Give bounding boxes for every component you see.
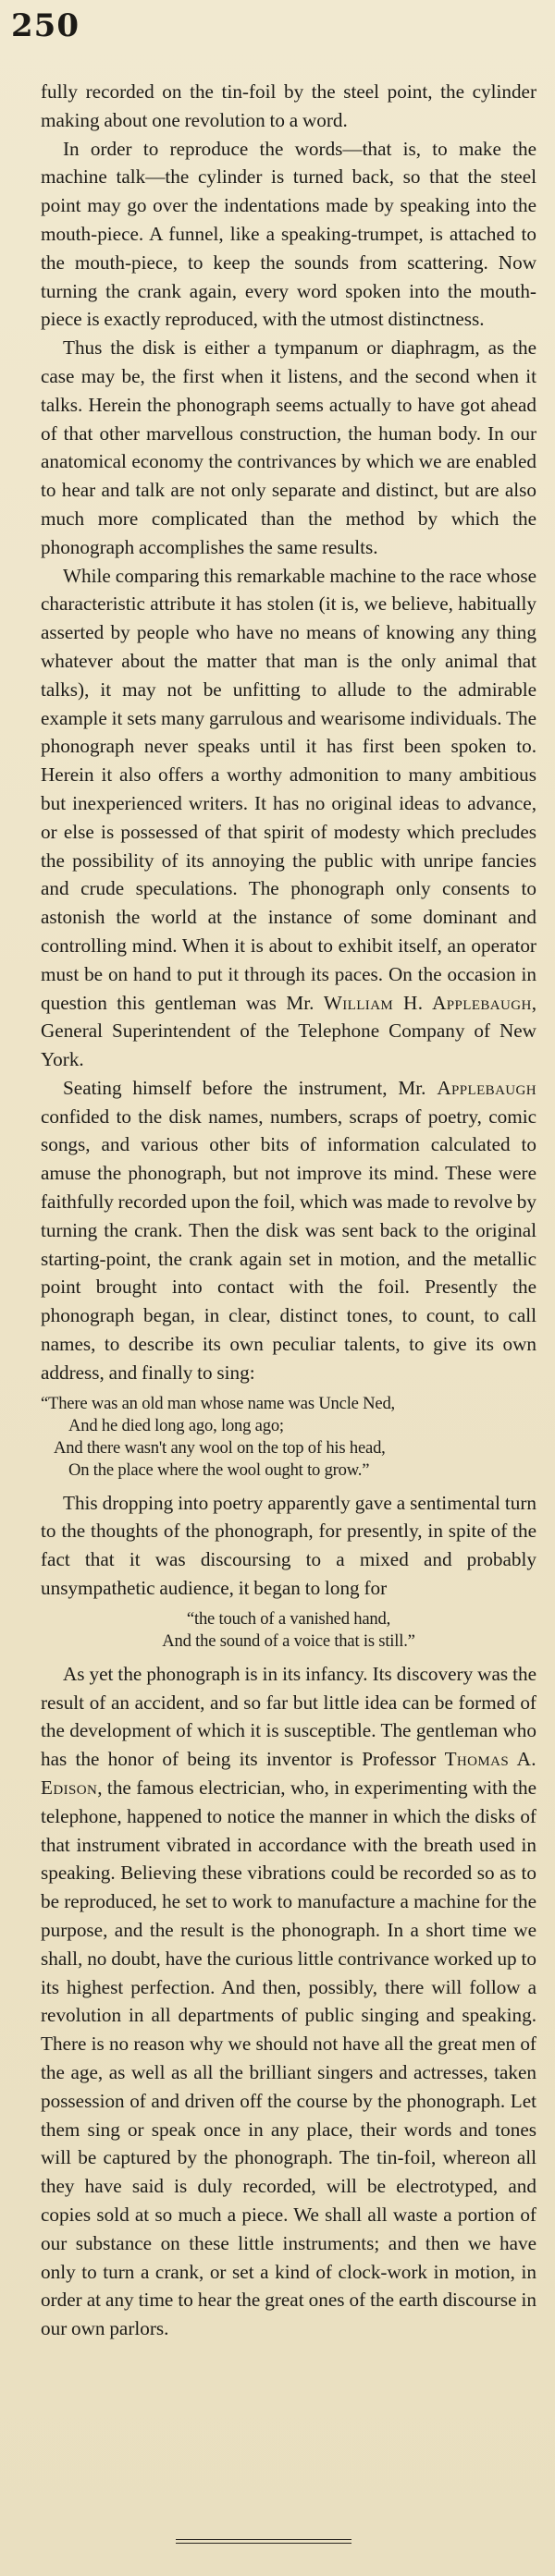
verse-line: And the sound of a voice that is still.” <box>162 1630 415 1651</box>
verse-line: “There was an old man whose name was Uncle Ned, <box>41 1393 395 1413</box>
operator-title: , General Superintendent of the Telephone Company of New York. <box>41 991 537 1071</box>
article-paragraph: fully recorded on the tin-foil by the steel point, the cylinder making about one revolution to a word. <box>41 80 536 131</box>
article-paragraph <box>41 562 536 1074</box>
page-number: 250 <box>11 7 80 44</box>
verse-line: And he died long ago, long ago; <box>68 1415 284 1435</box>
paragraph-text: confided to the disk names, numbers, scraps of poetry, comic songs, and various other bits of information calculated to amuse the phonograph, but not improve its mind. These were faithfully recorded upon the foil, which was made to revolve by turning the crank. Then the disk was sent back to the original starting-point, the crank again set in motion, and the metallic point brought into contact with the foil. Presently the phonograph began, in clear, distinct tones, to count, to call names, to describe its own peculiar talents, to give its own address, and finally to sing: <box>41 1105 536 1384</box>
inventor-name: Thomas A. Edison <box>41 1748 537 1800</box>
verse-line: “the touch of a vanished hand, <box>186 1608 391 1629</box>
rule-line <box>176 2539 352 2540</box>
article-paragraph <box>41 1660 536 2343</box>
verse-line: On the place where the wool ought to grow.” <box>68 1459 370 1480</box>
article-paragraph <box>41 1074 536 1387</box>
song-verse <box>41 1393 536 1482</box>
longing-verse <box>41 1608 536 1653</box>
end-rule <box>176 2539 352 2546</box>
rule-line <box>176 2543 352 2544</box>
article-paragraph: Thus the disk is either a tympanum or diaphragm, as the case may be, the first when it listens, and the second when it talks. Herein the phonograph seems actually to have got ahead of that other marvellous construction, the human body. In our anatomical economy the contrivances by which we are enabled to hear and talk are not only separate and distinct, but are also much more complicated than the method by which the phonograph accomplishes the same results. <box>41 336 536 558</box>
paragraph-text: As yet the phonograph is in its infancy. Its discovery was the result of an accident, and so far but little idea can be formed of the development of which it is susceptible. The gentleman who has the honor of being its inventor is Professor <box>41 1662 536 1771</box>
verse-line: And there wasn't any wool on the top of his head, <box>54 1437 386 1458</box>
paragraph-text: While comparing this remarkable machine to the race whose characteristic attribute it has stolen (it is, we believe, habitually asserted by people who have no means of knowing any thing whatever about the matter that man is the only animal that talks), it may not be unfitting to allude to the admirable example it sets many garrulous and wearisome individuals. The phonograph never speaks until it has first been spoken to. Herein it also offers a worthy admonition to many ambitious but inexperienced writers. It has no original ideas to advance, or else is possessed of that spirit of modesty which precludes the possibility of its annoying the public with unripe fancies and crude speculations. The phonograph only consents to astonish the world at the instance of some dominant and controlling mind. When it is about to exhibit itself, an operator must be on hand to put it through its paces. On the occasion in question this gentleman was <box>41 564 536 1014</box>
operator-name: William H. Applebaugh <box>323 991 532 1014</box>
article-paragraph: This dropping into poetry apparently gave a sentimental turn to the thoughts of the phonograph, for presently, in spite of the fact that it was discoursing to a mixed and probably unsympathetic audience, it began to long for <box>41 1491 536 1600</box>
article-paragraph: In order to reproduce the words—that is, to make the machine talk—the cylinder is turned back, so that the steel point may go over the indentations made by speaking into the mouth-piece. A funnel, like a speaking-trumpet, is attached to the mouth-piece, to keep the sounds from scattering. Now turning the crank again, every word spoken into the mouth-piece is exactly reproduced, with the utmost distinctness. <box>41 137 536 331</box>
paragraph-text: Seating himself before the instrument, Mr. <box>63 1076 426 1099</box>
article-column <box>41 78 536 2343</box>
paragraph-text: , the famous electrician, who, in experimenting with the telephone, happened to notice the manner in which the disks of that instrument vibrated in accordance with the breath used in speaking. Believing these vibrations could be recorded so as to be reproduced, he set to work to manufacture a machine for the purpose, and the result is the phonograph. In a short time we shall, no doubt, have the curious little contrivance worked up to its highest perfection. And then, possibly, there will follow a revolution in all departments of public singing and speaking. There is no reason why we should not have all the great men of the age, as well as all the brilliant singers and actresses, taken possession of and driven off the course by the phonograph. Let them sing or speak once in any place, their words and tones will be captured by the phonograph. The tin-foil, whereon all they have said is duly recorded, will be electrotyped, and copies sold at so much a piece. We shall all waste a portion of our substance on these little instruments; and then we have only to turn a crank, or set a kind of clock-work in motion, in order at any time to hear the great ones of the earth discourse in our own parlors. <box>41 1776 536 2340</box>
operator-prefix: Mr. <box>286 991 314 1014</box>
operator-surname: Applebaugh <box>437 1076 537 1099</box>
